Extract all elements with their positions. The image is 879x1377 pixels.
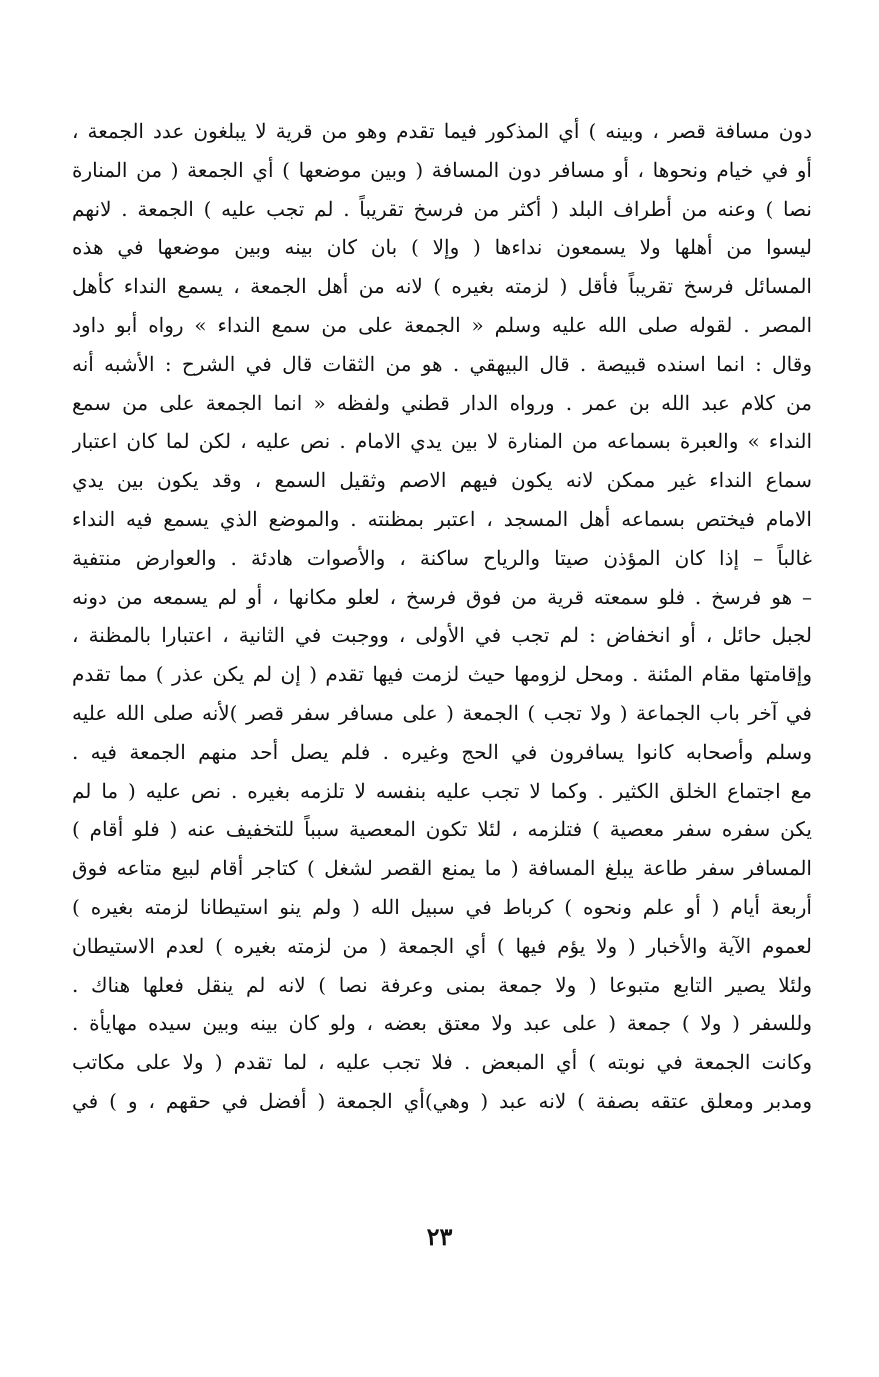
text-line: ومدبر ومعلق عتقه بصفة ) لانه عبد ( وهي)أي الجمعة ( أفضل في حقهم ، و ) في xyxy=(72,1088,812,1113)
text-line: دون مسافة قصر ، وبينه ) أي المذكور فيما تقدم وهو من قرية لا يبلغون عدد الجمعة ، xyxy=(72,119,812,143)
text-line: أربعة أيام ( أو علم ونحوه ) كرباط في سبيل الله ( ولم ينو استيطانا لزمته بغيره ) xyxy=(72,894,812,919)
text-line: من كلام عبد الله بن عمر . ورواه الدار قطني ولفظه « انما الجمعة على من سمع xyxy=(72,390,812,415)
text-line: وللسفر ( ولا ) جمعة ( على عبد ولا معتق بعضه ، ولو كان بينه وبين سيده مهايأة . xyxy=(72,1011,812,1036)
text-line: في آخر باب الجماعة ( ولا تجب ) الجمعة ( على مسافر سفر قصر )لأنه صلى الله عليه xyxy=(72,700,812,725)
text-line: المصر . لقوله صلى الله عليه وسلم « الجمعة على من سمع النداء » رواه أبو داود xyxy=(72,312,812,337)
text-line: المسائل فرسخ تقريباً فأقل ( لزمته بغيره ) لانه من أهل الجمعة ، يسمع النداء كأهل xyxy=(72,274,812,299)
text-line: وقال : انما اسنده قبيصة . قال البيهقي . هو من الثقات قال في الشرح : الأشبه أنه xyxy=(72,351,812,376)
text-line: سماع النداء غير ممكن لانه يكون فيهم الاصم وثقيل السمع ، وقد يكون بين يدي xyxy=(72,468,812,493)
text-line: – هو فرسخ . فلو سمعته قرية من فوق فرسخ ، لعلو مكانها ، أو لم يسمعه من دونه xyxy=(72,584,812,609)
text-line: الامام فيختص بسماعه أهل المسجد ، اعتبر بمظنته . والموضع الذي يسمع فيه النداء xyxy=(72,506,812,531)
text-line: ليسوا من أهلها ولا يسمعون نداءها ( وإلا ) بان كان بينه وبين موضعها في هذه xyxy=(72,235,812,260)
text-line: لجبل حائل ، أو انخفاض : لم تجب في الأولى ، ووجبت في الثانية ، اعتبارا بالمظنة ، xyxy=(72,623,812,648)
text-line: وكانت الجمعة في نوبته ) أي المبعض . فلا تجب عليه ، لما تقدم ( ولا على مكاتب xyxy=(72,1050,812,1075)
text-line: النداء » والعبرة بسماعه من المنارة لا بين يدي الامام . نص عليه ، لكن لما كان اعتبار xyxy=(72,429,812,454)
text-line: مع اجتماع الخلق الكثير . وكما لا تجب عليه بنفسه لا تلزمه بغيره . نص عليه ( ما لم xyxy=(72,778,812,803)
text-line: نصا ) وعنه من أطراف البلد ( أكثر من فرسخ تقريباً . لم تجب عليه ) الجمعة . لانهم xyxy=(72,196,812,221)
text-line: ولئلا يصير التابع متبوعا ( ولا جمعة بمنى وعرفة نصا ) لانه لم ينقل فعلها هناك . xyxy=(72,972,812,997)
page-number: ٢٣ xyxy=(426,1222,453,1251)
text-line: وسلم وأصحابه كانوا يسافرون في الحج وغيره . فلم يصل أحد منهم الجمعة فيه . xyxy=(72,739,812,764)
body-text xyxy=(72,112,812,1121)
text-line: غالباً – إذا كان المؤذن صيتا والرياح ساكنة ، والأصوات هادئة . والعوارض منتفية xyxy=(72,545,812,570)
text-line: يكن سفره سفر معصية ) فتلزمه ، لئلا تكون المعصية سبباً للتخفيف عنه ( فلو أقام ) xyxy=(72,817,812,842)
text-line: أو في خيام ونحوها ، أو مسافر دون المسافة ( وبين موضعها ) أي الجمعة ( من المنارة xyxy=(72,157,812,182)
text-line: المسافر سفر طاعة يبلغ المسافة ( ما يمنع القصر لشغل ) كتاجر أقام لبيع متاعه فوق xyxy=(72,856,812,881)
text-line: وإقامتها مقام المئنة . ومحل لزومها حيث لزمت فيها تقدم ( إن لم يكن عذر ) مما تقدم xyxy=(72,662,812,687)
text-line: لعموم الآية والأخبار ( ولا يؤم فيها ) أي الجمعة ( من لزمته بغيره ) لعدم الاستيطان xyxy=(72,933,812,958)
